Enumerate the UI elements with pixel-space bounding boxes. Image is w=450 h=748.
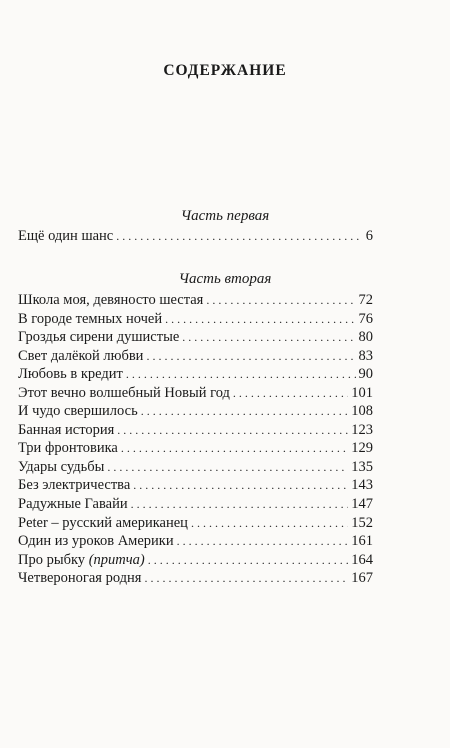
- page-number: 6: [365, 228, 373, 244]
- dot-leader: [117, 421, 348, 440]
- dot-leader: [133, 476, 348, 495]
- entry-title: Без электричества: [18, 477, 131, 494]
- page-number: 167: [351, 570, 373, 587]
- page-number: 161: [351, 533, 373, 550]
- entry-title: Ещё один шанс: [18, 228, 114, 244]
- toc-entry: [18, 421, 373, 440]
- page-number: 147: [351, 496, 373, 513]
- page-number: 80: [358, 329, 373, 346]
- page-number: 164: [351, 551, 373, 568]
- page-number: 76: [358, 310, 373, 327]
- dot-leader: [146, 347, 355, 366]
- toc-entry: [18, 495, 373, 514]
- dot-leader: [206, 291, 355, 310]
- entry-title: Радужные Гавайи: [18, 496, 128, 513]
- page-number: 152: [351, 514, 373, 531]
- entry-title: Банная история: [18, 421, 115, 438]
- dot-leader: [131, 495, 349, 514]
- dot-leader: [107, 458, 348, 477]
- toc-entry: [18, 532, 373, 551]
- dot-leader: [126, 365, 356, 384]
- part-two-heading: Часть вторая: [178, 271, 272, 287]
- entry-title: [18, 551, 145, 570]
- entry-title: Peter – русский американец: [18, 514, 188, 531]
- entry-title: Три фронтовика: [18, 440, 118, 457]
- page-number: 90: [358, 366, 373, 383]
- page-number: 108: [351, 403, 373, 420]
- toc-entry: [18, 384, 373, 403]
- toc-entry: [18, 476, 373, 495]
- dot-leader: [144, 569, 348, 588]
- dot-leader: [165, 310, 355, 329]
- entry-title: Школа моя, девяносто шестая: [18, 292, 204, 308]
- toc-entry: [18, 439, 373, 458]
- entry-title: И чудо свершилось: [18, 403, 138, 420]
- entry-title: Один из уроков Америки: [18, 533, 174, 550]
- toc-entry: [18, 328, 373, 347]
- page-number: 101: [351, 384, 373, 401]
- dot-leader: [116, 227, 363, 246]
- dot-leader: [182, 328, 355, 347]
- toc-entry: [18, 310, 373, 329]
- toc-entry: [18, 514, 373, 533]
- dot-leader: [191, 514, 348, 533]
- entry-title: Этот вечно волшебный Новый год: [18, 384, 230, 401]
- toc-entry: [18, 569, 373, 588]
- part-two-list: [18, 291, 373, 588]
- entry-title: Свет далёкой любви: [18, 347, 144, 364]
- page-number: 135: [351, 458, 373, 475]
- entry-title: В городе темных ночей: [18, 310, 163, 327]
- toc-entry: [18, 402, 373, 421]
- page-number: 83: [358, 347, 373, 364]
- entry-title: Гроздья сирени душистые: [18, 329, 180, 346]
- part-one-heading: Часть первая: [180, 208, 270, 224]
- toc-entry: [18, 365, 373, 384]
- toc-entry: [18, 458, 373, 477]
- dot-leader: [141, 402, 349, 421]
- toc-entry: [18, 347, 373, 366]
- entry-title: Любовь в кредит: [18, 366, 123, 383]
- dot-leader: [177, 532, 349, 551]
- part-one-list: [18, 227, 373, 246]
- page-title: СОДЕРЖАНИЕ: [163, 62, 287, 79]
- dot-leader: [233, 384, 348, 403]
- toc-entry: [18, 227, 373, 246]
- page-number: 143: [351, 477, 373, 494]
- entry-title-main: Про рыбку: [18, 551, 89, 568]
- dot-leader: [148, 551, 349, 570]
- page-number: 123: [351, 421, 373, 438]
- page-number: 129: [351, 440, 373, 457]
- page-number: 72: [358, 292, 373, 308]
- entry-title: Удары судьбы: [18, 458, 105, 475]
- entry-title: Четвероногая родня: [18, 570, 142, 587]
- toc-entry: [18, 291, 373, 310]
- toc-entry: [18, 551, 373, 570]
- entry-title-note: (притча): [88, 551, 145, 568]
- dot-leader: [121, 439, 348, 458]
